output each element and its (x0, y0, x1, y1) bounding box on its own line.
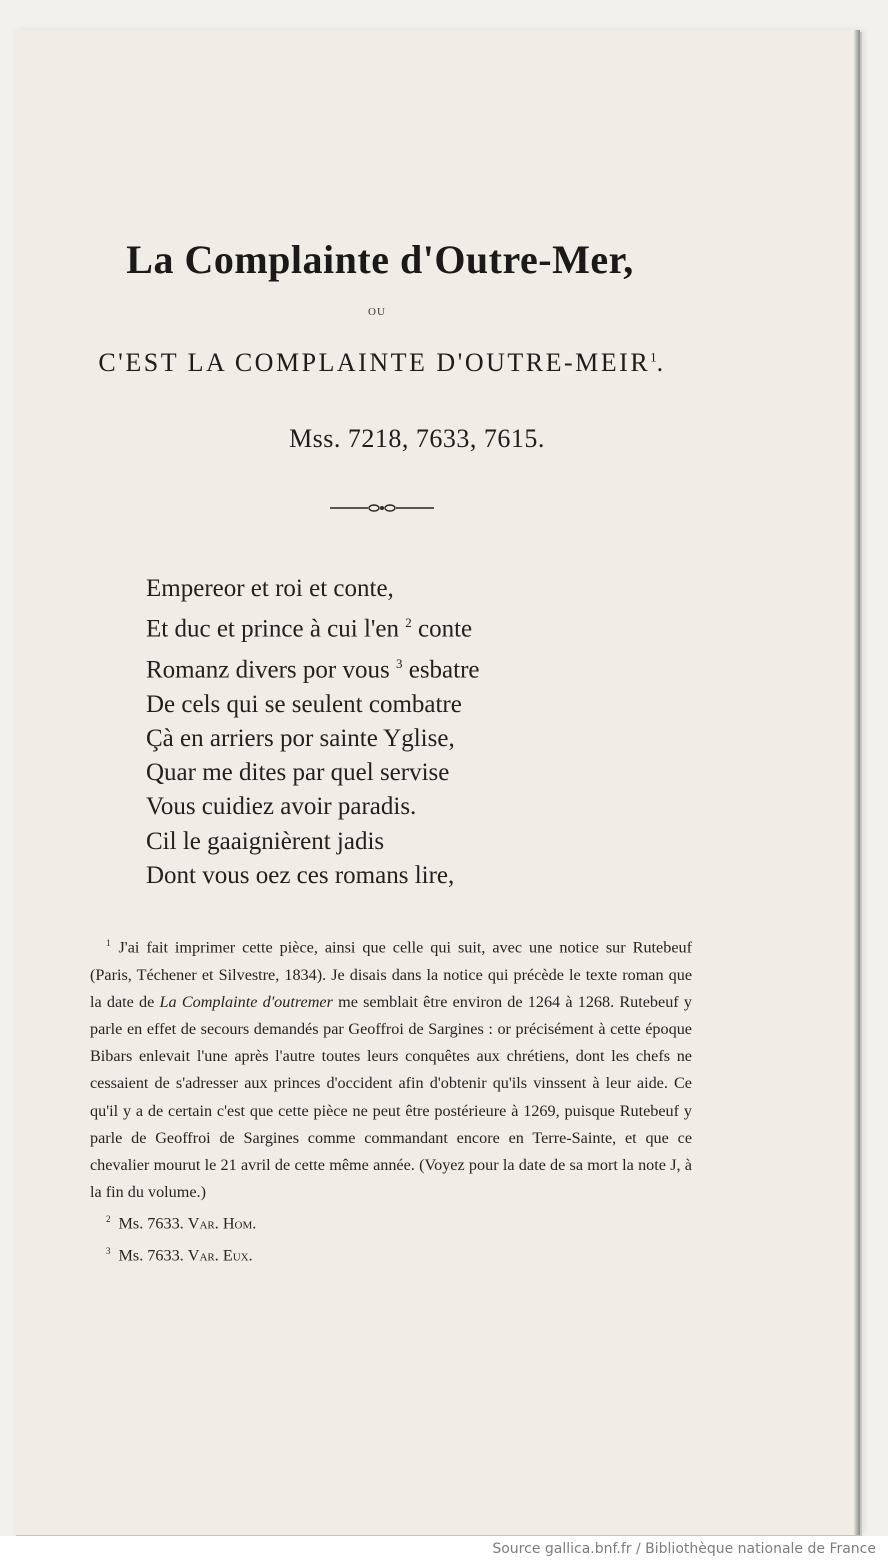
verse-text: Empereor et roi et conte, (146, 575, 394, 602)
verse-text: Quar me dites par quel servise (146, 759, 450, 787)
verse-line (146, 756, 706, 790)
footnote-reading: Hom. (222, 1214, 257, 1233)
verse-line (146, 825, 706, 859)
verse-line (146, 688, 706, 722)
page-title: La Complainte d'Outre-Mer, (126, 237, 634, 282)
or-word: OU (368, 306, 386, 318)
verse-text: Et duc et prince à cui l'en (146, 615, 400, 643)
verse-block (146, 572, 706, 893)
verse-text: Romanz divers por vous (146, 656, 390, 684)
verse-text: Çà en arriers por sainte Yglise, (146, 724, 455, 752)
footnote-ms: Ms. 7633. (118, 1214, 184, 1233)
footnote-number: 3 (106, 1246, 111, 1257)
manuscripts-line: Mss. 7218, 7633, 7615. (289, 424, 545, 453)
footnote-ref-2: 2 (405, 615, 412, 631)
verse-line (146, 722, 706, 756)
verse-text: De cels qui se seulent combatre (146, 690, 462, 718)
verse-text: Dont vous oez ces romans lire, (146, 862, 455, 890)
verse-text: Vous cuidiez avoir paradis. (146, 793, 417, 821)
verse-text-end: esbatre (402, 656, 480, 684)
typographic-ornament-icon (330, 500, 434, 516)
footnote-ref-1: 1 (650, 349, 657, 365)
source-credit: Source gallica.bnf.fr / Bibliothèque nationale de France (492, 1541, 876, 1557)
page-subtitle: C'EST LA COMPLAINTE D'OUTRE-MEIR$^1$. (98, 348, 666, 377)
footnote-number: 1 (106, 938, 111, 948)
verse-line (146, 572, 706, 606)
footnotes (90, 930, 692, 1270)
page-edge (854, 30, 860, 1535)
footnote-text: me semblait être environ de 1264 à 1268. Rutebeuf y parle en effet de secours demandés par Geoffroi de Sargines : or précisément à cette époque Bibars enlevait l'une après l'autre toutes leurs conquêtes aux chrétiens, dont les chefs ne cessaient de s'adresser aux princes d'occident afin d'obtenir qu'ils vinssent à leur aide. Ce qu'il y a de certain c'est que cette pièce ne peut être postérieure à 1269, puisque Rutebeuf y parle de Geoffroi de Sargines comme commandant encore en Terre-Sainte, et que ce chevalier mourut le 21 avril de cette même année. (Voyez pour la date de sa mort la note J, à la fin du volume.) (90, 992, 692, 1202)
footnote-3 (90, 1238, 692, 1270)
subtitle-text: C'EST LA COMPLAINTE D'OUTRE-MEIR (98, 348, 651, 377)
footnote-ref-3: 3 (395, 655, 403, 671)
verse-line (146, 647, 706, 688)
verse-text: Cil le gaaignièrent jadis (146, 827, 385, 855)
footnote-2 (90, 1206, 692, 1238)
verse-line (146, 790, 706, 824)
footnote-var: Var. (187, 1214, 219, 1233)
footnote-italic-title: La Complainte d'outremer (159, 992, 333, 1011)
footnote-var: Var. (187, 1246, 219, 1265)
verse-line (146, 859, 706, 893)
footnote-ms: Ms. 7633. (118, 1246, 184, 1265)
verse-line (146, 606, 706, 647)
verse-text-end: conte (411, 615, 473, 643)
footnote-text: J'ai fait imprimer cette pièce, ainsi que celle qui suit, avec une notice sur Rutebeuf (Paris, Téchener et Silvestre, 1834). Je disais dans la notice qui précède le texte roman que la date de (90, 938, 692, 1011)
footnote-1 (90, 930, 692, 1206)
footnote-reading: Eux. (222, 1246, 253, 1265)
footnote-number: 2 (106, 1214, 111, 1225)
